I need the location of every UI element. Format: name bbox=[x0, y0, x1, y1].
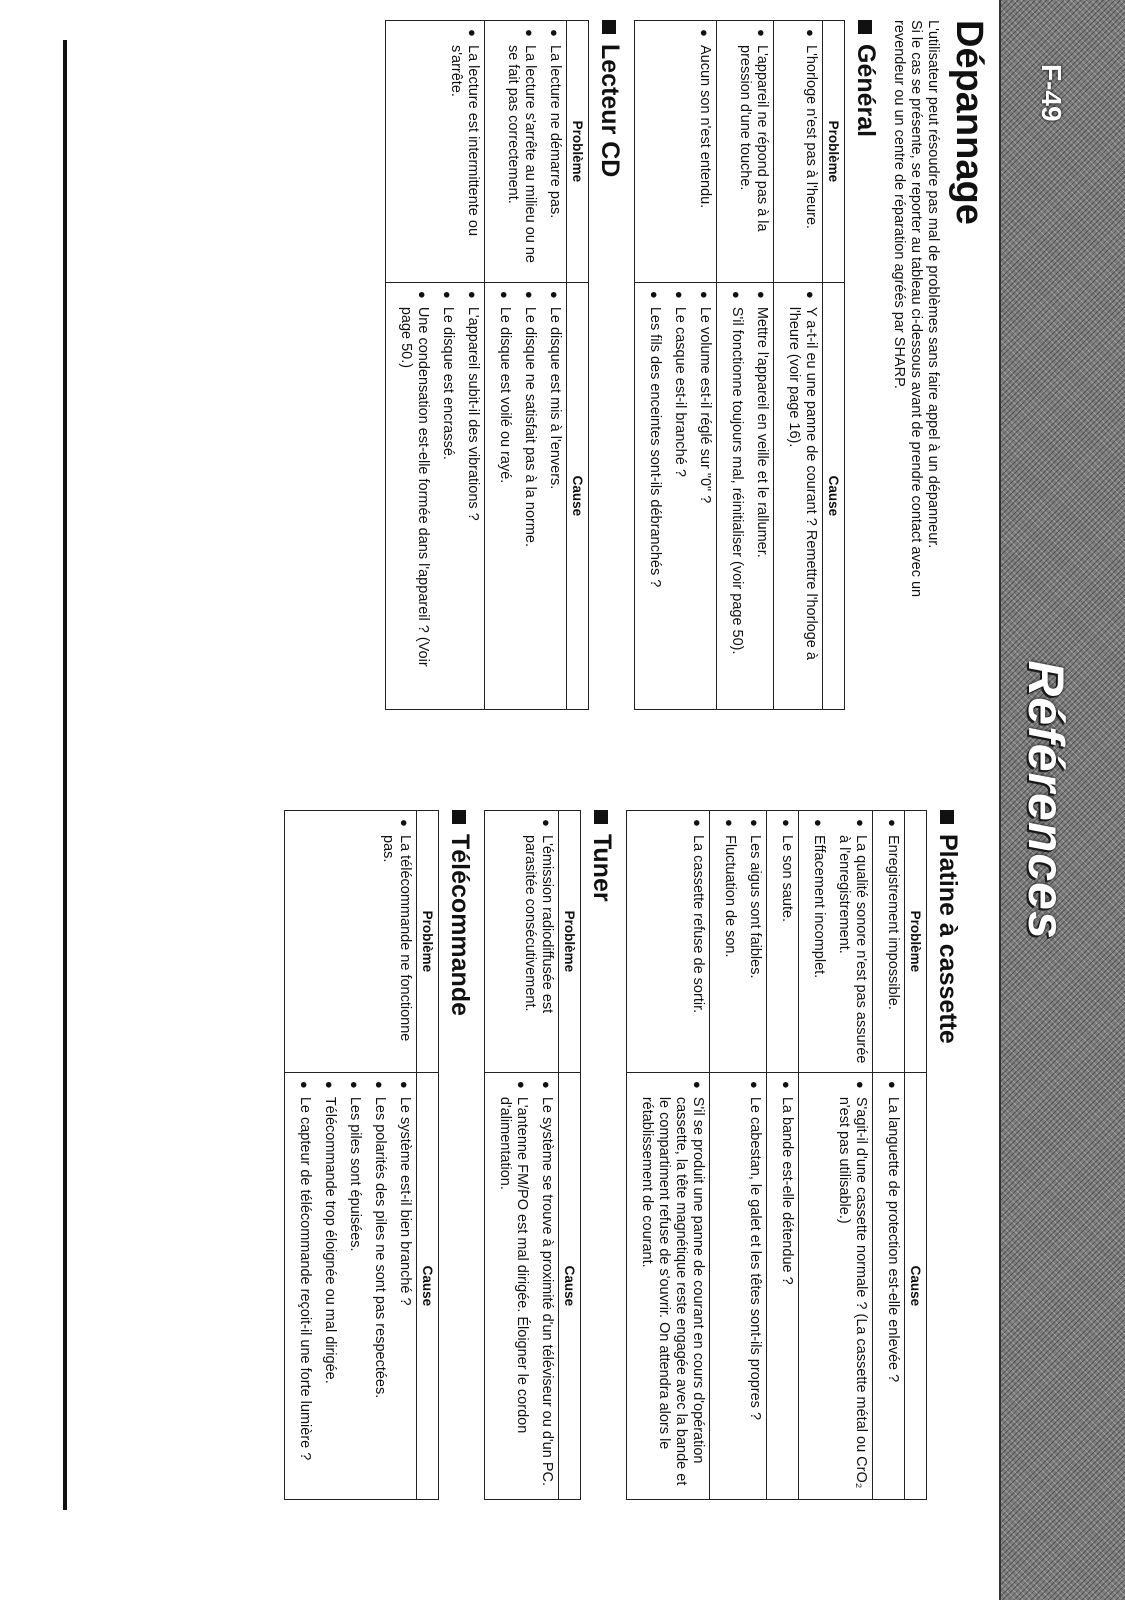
problem-cell bbox=[873, 811, 905, 1073]
cause-cell bbox=[386, 282, 485, 709]
table-row bbox=[710, 811, 767, 1500]
cause-cell bbox=[285, 1072, 417, 1499]
table-remote bbox=[284, 810, 439, 1500]
section-heading-general bbox=[851, 20, 880, 790]
bullet-list bbox=[696, 29, 713, 274]
problem-column-header: Problème bbox=[417, 811, 439, 1073]
bullet-list bbox=[496, 291, 563, 701]
problem-cell bbox=[710, 811, 767, 1073]
problem-cell bbox=[774, 21, 823, 283]
table-row bbox=[873, 811, 905, 1500]
cause-item: ● S'agit-il d'une cassette normale ? (La cassette métal ou CrO₂ n'est pas utilisable.) bbox=[835, 1081, 869, 1491]
section-title: Tuner bbox=[588, 834, 616, 902]
cause-item: ● Les piles sont épuisées. bbox=[346, 1081, 363, 1491]
table-row bbox=[485, 811, 559, 1500]
bullet-list bbox=[728, 291, 770, 701]
cause-cell bbox=[485, 282, 567, 709]
table-header-row bbox=[905, 811, 927, 1500]
header-band bbox=[999, 0, 1125, 1600]
intro-line: L'utilisateur peut résoudre pas mal de problèmes sans faire appel à un dépanneur. bbox=[925, 20, 941, 549]
bullet-list bbox=[397, 291, 481, 701]
cause-column-header: Cause bbox=[905, 1072, 927, 1499]
section-title: Télécommande bbox=[446, 834, 474, 1017]
bullet-list bbox=[447, 29, 481, 274]
bullet-list bbox=[746, 1081, 763, 1491]
section-heading-remote bbox=[445, 810, 474, 1580]
table-header-row bbox=[567, 21, 589, 710]
bullet-list bbox=[646, 291, 713, 701]
cause-item: ● Le disque est voilé ou rayé. bbox=[496, 291, 513, 701]
bullet-list bbox=[884, 1081, 901, 1491]
problem-cell bbox=[485, 811, 559, 1073]
problem-item: ● La lecture s'arrête au milieu ou ne se fait pas correctement. bbox=[504, 29, 538, 274]
cause-item: ● Y a-t-il eu une panne de courant ? Remettre l'horloge à l'heure (voir page 16). bbox=[785, 291, 819, 701]
bullet-list bbox=[296, 1081, 413, 1491]
table-row bbox=[285, 811, 417, 1500]
bottom-rule bbox=[63, 40, 67, 1510]
cause-item: ● Télécommande trop éloignée ou mal dirigée. bbox=[321, 1081, 338, 1491]
section-heading-cd bbox=[595, 20, 624, 790]
bullet-list bbox=[810, 819, 869, 1064]
problem-item: ● L'horloge n'est pas à l'heure. bbox=[802, 29, 819, 274]
cause-item: ● La bande est-elle détendue ? bbox=[778, 1081, 795, 1491]
cause-cell bbox=[767, 1072, 799, 1499]
problem-item: ● La lecture est intermittente ou s'arrête. bbox=[447, 29, 481, 274]
problem-column-header: Problème bbox=[567, 21, 589, 283]
bullet-list bbox=[496, 1081, 555, 1491]
section-heading-tuner bbox=[587, 810, 616, 1580]
cause-item: ● La languette de protection est-elle enlevée ? bbox=[884, 1081, 901, 1491]
square-bullet-icon bbox=[453, 810, 467, 824]
bullet-list bbox=[736, 29, 770, 274]
section-title: Platine à cassette bbox=[934, 834, 962, 1044]
cause-cell bbox=[710, 1072, 767, 1499]
table-row bbox=[717, 21, 774, 710]
cause-column-header: Cause bbox=[823, 282, 845, 709]
bullet-list bbox=[835, 1081, 869, 1491]
table-row bbox=[767, 811, 799, 1500]
cause-item: ● Le système se trouve à proximité d'un téléviseur ou d'un PC. bbox=[538, 1081, 555, 1491]
square-bullet-icon bbox=[595, 810, 609, 824]
table-row bbox=[799, 811, 873, 1500]
table-cd bbox=[385, 20, 589, 710]
cause-cell bbox=[635, 282, 717, 709]
left-column bbox=[375, 20, 990, 790]
problem-item: ● Le son saute. bbox=[778, 819, 795, 1064]
cause-cell bbox=[873, 1072, 905, 1499]
bullet-list bbox=[884, 819, 901, 1064]
table-cassette bbox=[626, 810, 927, 1500]
cause-item: ● L'antenne FM/PO est mal dirigée. Éloigner le cordon d'alimentation. bbox=[496, 1081, 530, 1491]
cause-cell bbox=[485, 1072, 559, 1499]
table-tuner bbox=[484, 810, 581, 1500]
bullet-list bbox=[778, 819, 795, 1064]
problem-item: ● Aucun son n'est entendu. bbox=[696, 29, 713, 274]
page-number: F-49 bbox=[1036, 64, 1067, 122]
cause-item: ● Le disque est mis à l'envers. bbox=[546, 291, 563, 701]
bullet-list bbox=[379, 819, 413, 1064]
bullet-list bbox=[504, 29, 563, 274]
cause-item: ● Une condensation est-elle formée dans l'appareil ? (Voir page 50.) bbox=[397, 291, 431, 701]
cause-column-header: Cause bbox=[567, 282, 589, 709]
table-row bbox=[627, 811, 710, 1500]
square-bullet-icon bbox=[603, 20, 617, 34]
cause-cell bbox=[717, 282, 774, 709]
cause-item: ● Le casque est-il branché ? bbox=[671, 291, 688, 701]
cause-item: ● Mettre l'appareil en veille et le rallumer. bbox=[753, 291, 770, 701]
problem-item: ● L'émission radiodiffusée est parasitée consécutivement. bbox=[521, 819, 555, 1064]
table-row bbox=[386, 21, 485, 710]
intro-line: Si le cas se présente, se reporter au tableau ci-dessous avant de prendre contact avec un bbox=[908, 20, 924, 598]
problem-cell bbox=[717, 21, 774, 283]
problem-cell bbox=[285, 811, 417, 1073]
bullet-list bbox=[802, 29, 819, 274]
problem-item: ● Enregistrement impossible. bbox=[884, 819, 901, 1064]
table-header-row bbox=[559, 811, 581, 1500]
problem-cell bbox=[485, 21, 567, 283]
intro-line: revendeur ou un centre de réparation agréés par SHARP. bbox=[891, 20, 907, 389]
problem-cell bbox=[767, 811, 799, 1073]
bullet-list bbox=[638, 1081, 706, 1491]
problem-item: ● Les aigus sont faibles. bbox=[746, 819, 763, 1064]
problem-item: ● Fluctuation de son. bbox=[721, 819, 738, 1064]
bullet-list bbox=[521, 819, 555, 1064]
problem-column-header: Problème bbox=[823, 21, 845, 283]
problem-item: ● La lecture ne démarre pas. bbox=[546, 29, 563, 274]
problem-item: ● L'appareil ne répond pas à la pression d'une touche. bbox=[736, 29, 770, 274]
square-bullet-icon bbox=[859, 20, 873, 34]
table-header-row bbox=[823, 21, 845, 710]
cause-item: ● Le système est-il bien branché ? bbox=[396, 1081, 413, 1491]
section-header-title: Références bbox=[1018, 660, 1074, 940]
cause-item: ● Le volume est-il réglé sur "0" ? bbox=[696, 291, 713, 701]
square-bullet-icon bbox=[941, 810, 955, 824]
problem-cell bbox=[386, 21, 485, 283]
cause-item: ● Les polarités des piles ne sont pas respectées. bbox=[371, 1081, 388, 1491]
right-column bbox=[274, 810, 970, 1580]
page-title: Dépannage bbox=[948, 20, 990, 225]
bullet-list bbox=[785, 291, 819, 701]
cause-item: ● S'il fonctionne toujours mal, réinitialiser (voir page 50). bbox=[728, 291, 745, 701]
cause-item: ● Le cabestan, le galet et les têtes sont-ils propres ? bbox=[746, 1081, 763, 1491]
table-row bbox=[774, 21, 823, 710]
cause-column-header: Cause bbox=[417, 1072, 439, 1499]
cause-column-header: Cause bbox=[559, 1072, 581, 1499]
cause-item: ● Le capteur de télécommande reçoit-il une forte lumière ? bbox=[296, 1081, 313, 1491]
problem-cell bbox=[799, 811, 873, 1073]
section-heading-cassette bbox=[933, 810, 962, 1580]
cause-cell bbox=[774, 282, 823, 709]
cause-item: ● S'il se produit une panne de courant en cours d'opération cassette, la tête magnétique reste engagée avec la bande et le compartiment refuse de s'ouvrir. On attendra alors le rétablissement de courant. bbox=[638, 1081, 706, 1491]
table-row bbox=[635, 21, 717, 710]
table-header-row bbox=[417, 811, 439, 1500]
bullet-list bbox=[689, 819, 706, 1064]
intro-text bbox=[890, 20, 941, 790]
table-general bbox=[634, 20, 845, 710]
cause-item: ● Le disque ne satisfait pas à la norme. bbox=[521, 291, 538, 701]
cause-cell bbox=[799, 1072, 873, 1499]
bullet-list bbox=[778, 1081, 795, 1491]
problem-item: ● Effacement incomplet. bbox=[810, 819, 827, 1064]
table-row bbox=[485, 21, 567, 710]
section-title: Lecteur CD bbox=[596, 44, 624, 178]
problem-item: ● La qualité sonore n'est pas assurée à l'enregistrement. bbox=[835, 819, 869, 1064]
cause-item: ● Le disque est encrassé. bbox=[439, 291, 456, 701]
problem-item: ● La cassette refuse de sortir. bbox=[689, 819, 706, 1064]
cause-item: ● Les fils des enceintes sont-ils débranchés ? bbox=[646, 291, 663, 701]
section-title: Général bbox=[852, 44, 880, 138]
problem-column-header: Problème bbox=[905, 811, 927, 1073]
problem-cell bbox=[627, 811, 710, 1073]
cause-cell bbox=[627, 1072, 710, 1499]
problem-item: ● La télécommande ne fonctionne pas. bbox=[379, 819, 413, 1064]
problem-column-header: Problème bbox=[559, 811, 581, 1073]
problem-cell bbox=[635, 21, 717, 283]
cause-item: ● L'appareil subit-il des vibrations ? bbox=[464, 291, 481, 701]
bullet-list bbox=[721, 819, 763, 1064]
